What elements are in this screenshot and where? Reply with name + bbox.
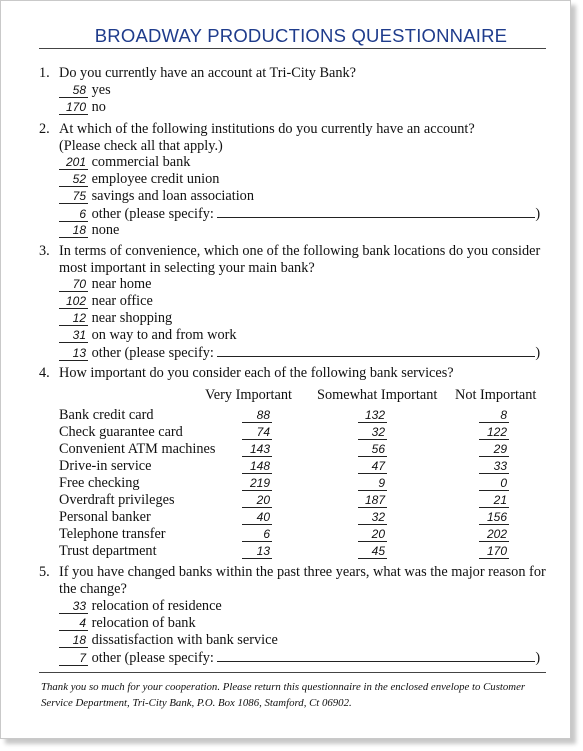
response-count-cell: 32: [358, 510, 387, 525]
response-count: 70: [59, 277, 88, 292]
page-title: BROADWAY PRODUCTIONS QUESTIONNAIRE: [94, 25, 508, 46]
q3-option-near-office: [59, 293, 153, 310]
option-label: near office: [91, 293, 153, 309]
response-count-cell: 9: [358, 476, 387, 491]
question-1: [39, 65, 559, 82]
response-count-cell: 8: [479, 408, 509, 423]
response-count-cell: 33: [479, 459, 509, 474]
option-label: commercial bank: [91, 154, 191, 170]
footer-line: Service Department, Tri-City Bank, P.O. Box 1086, Stamford, Ct 06902.: [41, 697, 352, 709]
service-label: Drive-in service: [59, 458, 152, 474]
response-count-cell: 32: [358, 425, 387, 440]
option-label: dissatisfaction with bank service: [91, 632, 278, 648]
question-number: 2.: [39, 121, 50, 137]
response-count: 201: [59, 155, 88, 170]
option-label: relocation of bank: [91, 615, 196, 631]
response-count: 31: [59, 328, 88, 343]
service-label: Overdraft privileges: [59, 492, 175, 508]
response-count-cell: 143: [242, 442, 272, 457]
question-number: 5.: [39, 564, 50, 580]
specify-line: [217, 344, 535, 357]
service-label: Convenient ATM machines: [59, 441, 216, 457]
option-label: savings and loan association: [91, 188, 254, 204]
q2-option-commercial-bank: [59, 154, 190, 171]
question-3: [39, 243, 559, 277]
response-count-cell: 219: [242, 476, 272, 491]
question-5: [39, 564, 559, 598]
option-label: near home: [91, 276, 152, 292]
q5-option-relocation-residence: [59, 598, 222, 615]
question-text: In terms of convenience, which one of the following bank locations do you consider: [59, 243, 541, 259]
response-count-cell: 202: [479, 527, 509, 542]
response-count-cell: 45: [358, 544, 387, 559]
response-count: 33: [59, 599, 88, 614]
response-count-cell: 29: [479, 442, 509, 457]
question-number: 1.: [39, 65, 50, 81]
question-4: [39, 365, 559, 382]
response-count: 7: [59, 651, 88, 666]
response-count-cell: 122: [479, 425, 509, 440]
option-label: relocation of residence: [91, 598, 222, 614]
question-text-continued: (Please check all that apply.): [59, 138, 223, 154]
option-label: employee credit union: [91, 171, 220, 187]
option-label: other (please specify:: [91, 206, 214, 222]
q2-option-other: [59, 205, 540, 223]
footer-line: Thank you so much for your cooperation. Please return this questionnaire in the enclosed envelope to Customer: [41, 681, 526, 693]
option-label: other (please specify:: [91, 650, 214, 666]
close-paren: ): [535, 206, 541, 222]
response-count-cell: 21: [479, 493, 509, 508]
service-label: Personal banker: [59, 509, 151, 525]
q5-option-other: [59, 649, 540, 667]
question-text: At which of the following institutions do you currently have an account?: [59, 121, 475, 137]
response-count: 4: [59, 616, 88, 631]
response-count: 12: [59, 311, 88, 326]
service-label: Telephone transfer: [59, 526, 166, 542]
response-count-cell: 0: [479, 476, 509, 491]
question-text: How important do you consider each of the following bank services?: [59, 365, 454, 381]
question-2: [39, 121, 559, 155]
q1-option-no: [59, 99, 106, 116]
response-count-cell: 88: [242, 408, 272, 423]
response-count-cell: 56: [358, 442, 387, 457]
response-count-cell: 187: [358, 493, 387, 508]
option-label: other (please specify:: [91, 345, 214, 361]
q3-option-near-shopping: [59, 310, 172, 327]
response-count: 52: [59, 172, 88, 187]
response-count-cell: 20: [358, 527, 387, 542]
q3-option-near-home: [59, 276, 152, 293]
title-rule: [39, 48, 546, 49]
response-count-cell: 170: [479, 544, 509, 559]
service-label: Bank credit card: [59, 407, 154, 423]
column-header-somewhat-important: Somewhat Important: [317, 387, 438, 403]
response-count-cell: 20: [242, 493, 272, 508]
q2-option-credit-union: [59, 171, 219, 188]
service-label: Free checking: [59, 475, 140, 491]
response-count-cell: 6: [242, 527, 272, 542]
response-count: 170: [59, 100, 88, 115]
close-paren: ): [535, 345, 541, 361]
question-number: 4.: [39, 365, 50, 381]
response-count-cell: 148: [242, 459, 272, 474]
question-text-continued: the change?: [59, 581, 127, 597]
response-count-cell: 74: [242, 425, 272, 440]
response-count: 6: [59, 207, 88, 222]
response-count: 18: [59, 633, 88, 648]
question-number: 3.: [39, 243, 50, 259]
response-count-cell: 156: [479, 510, 509, 525]
question-text: If you have changed banks within the past three years, what was the major reason for: [59, 564, 546, 580]
q5-option-dissatisfaction: [59, 632, 278, 649]
option-label: on way to and from work: [91, 327, 237, 343]
close-paren: ): [535, 650, 541, 666]
option-label: no: [91, 99, 106, 115]
service-label: Check guarantee card: [59, 424, 183, 440]
response-count-cell: 132: [358, 408, 387, 423]
option-label: yes: [91, 82, 111, 98]
option-label: near shopping: [91, 310, 173, 326]
q2-option-savings-loan: [59, 188, 254, 205]
q3-option-other: [59, 344, 540, 362]
response-count: 58: [59, 83, 88, 98]
response-count-cell: 13: [242, 544, 272, 559]
footer-note: [41, 679, 541, 711]
question-text-continued: most important in selecting your main bank?: [59, 260, 315, 276]
service-label: Trust department: [59, 543, 157, 559]
response-count: 102: [59, 294, 88, 309]
q3-option-on-way-to-work: [59, 327, 237, 344]
response-count: 18: [59, 223, 88, 238]
response-count: 13: [59, 346, 88, 361]
column-header-not-important: Not Important: [455, 387, 537, 403]
question-text: Do you currently have an account at Tri-City Bank?: [59, 65, 356, 81]
q5-option-relocation-bank: [59, 615, 196, 632]
q2-option-none: [59, 222, 119, 239]
column-header-very-important: Very Important: [205, 387, 292, 403]
response-count-cell: 47: [358, 459, 387, 474]
option-label: none: [91, 222, 120, 238]
response-count: 75: [59, 189, 88, 204]
footer-rule: [39, 672, 546, 673]
q1-option-yes: [59, 82, 111, 99]
specify-line: [217, 649, 535, 662]
response-count-cell: 40: [242, 510, 272, 525]
specify-line: [217, 205, 535, 218]
